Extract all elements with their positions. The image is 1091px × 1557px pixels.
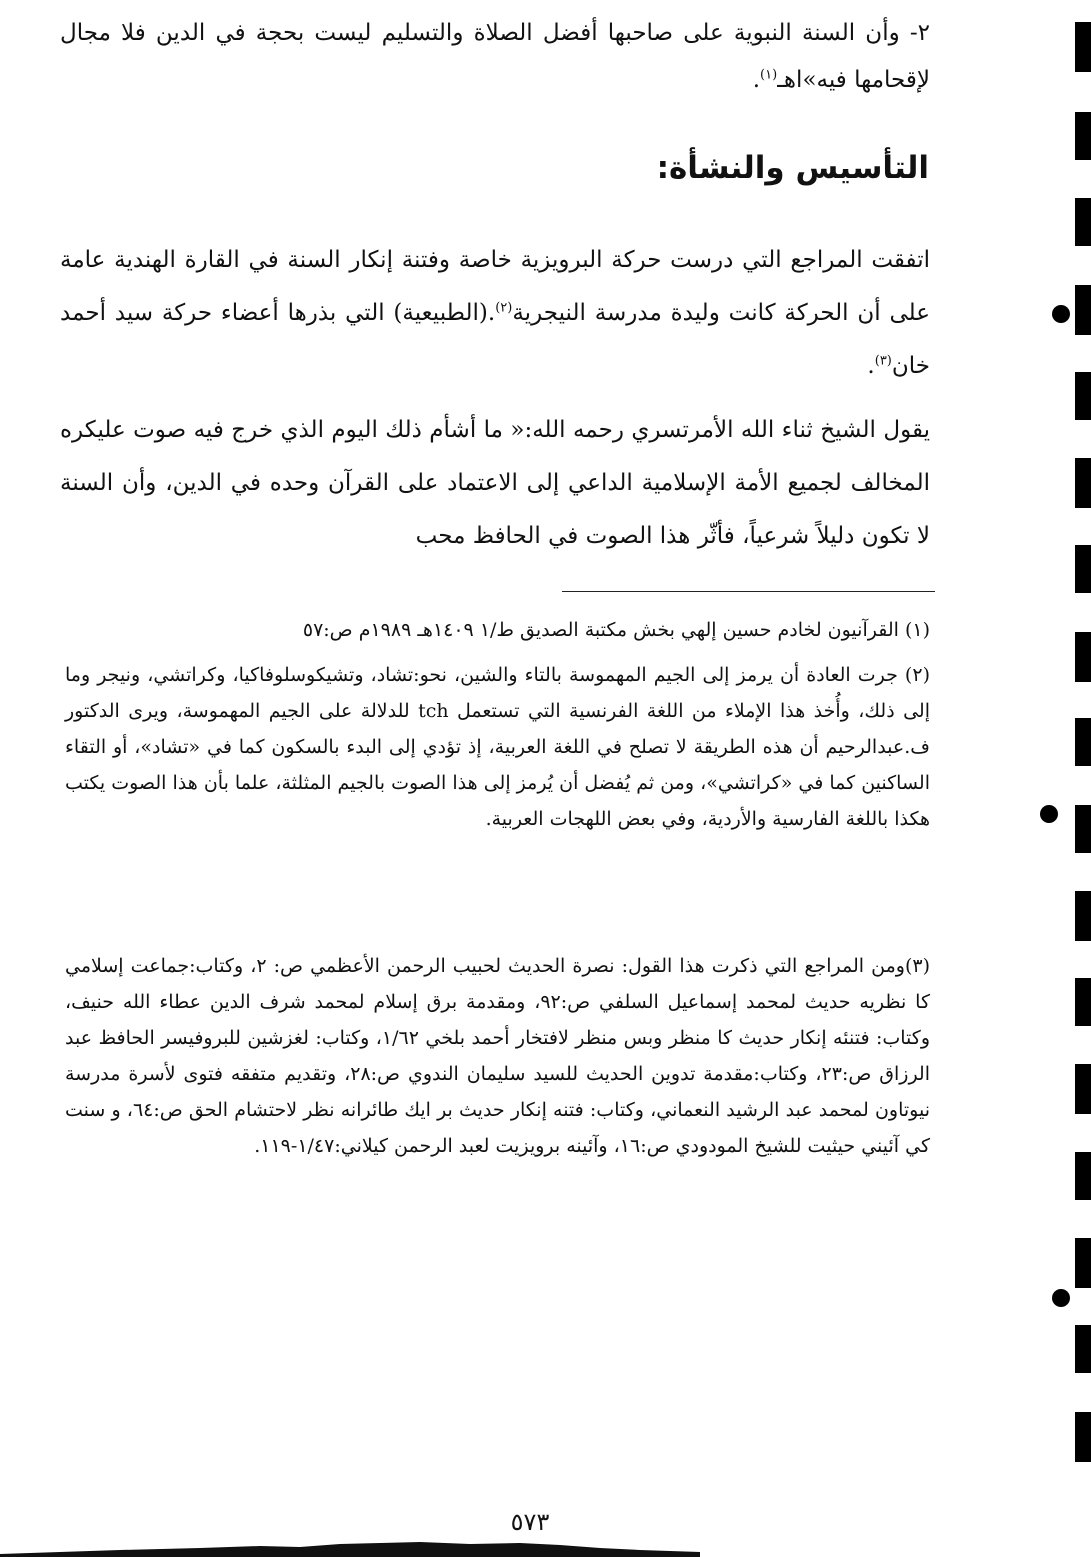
binding-mark	[1075, 1238, 1091, 1288]
binding-mark	[1075, 285, 1091, 335]
footnote-ref-2: (٢)	[495, 300, 513, 316]
footnote-number: (٣)	[904, 955, 930, 977]
paragraph-founding-text-a: اتفقت المراجع التي درست حركة البرويزية خاصة وفتنة إنكار السنة في القارة الهندية عامة على أن الحركة كانت وليدة مدرسة النيجرية	[60, 247, 930, 326]
binding-mark	[1075, 458, 1091, 508]
intro-text: ٢- وأن السنة النبوية على صاحبها أفضل الصلاة والتسليم ليست بحجة في الدين فلا مجال لإقحامها فيه»اهـ	[60, 20, 930, 93]
paragraph-founding	[60, 234, 930, 393]
binding-mark	[1075, 1325, 1091, 1373]
intro-end: .	[752, 67, 761, 93]
section-heading: التأسيس والنشأة:	[656, 150, 929, 186]
paragraph-quote: يقول الشيخ ثناء الله الأمرتسري رحمه الله:« ما أشأم ذلك اليوم الذي خرج فيه صوت عليكره المخالف لجميع الأمة الإسلامية الداعي إلى الاعتماد على القرآن وحده في الدين، وأن السنة لا تكون دليلاً شرعياً، فأثّر هذا الصوت في الحافظ محب	[60, 417, 930, 549]
footnote-1	[65, 612, 930, 648]
footnote-3	[65, 948, 930, 1164]
binding-mark	[1075, 198, 1091, 246]
binding-mark	[1075, 632, 1091, 682]
footnote-text: القرآنيون لخادم حسين إلهي بخش مكتبة الصديق ط/١ ١٤٠٩هـ ١٩٨٩م ص:٥٧	[302, 619, 899, 641]
footnote-text: جرت العادة أن يرمز إلى الجيم المهموسة بالتاء والشين، نحو:تشاد، وتشيكوسلوفاكيا، وكراتشي، ونيجر وما إلى ذلك، وأُخذ هذا الإملاء من اللغة الفرنسية التي تستعمل tch للدلالة على الجيم المهموسة، ويرى الدكتور ف.عبدالرحيم أن هذه الطريقة لا تصلح في اللغة العربية، إذ تؤدي إلى البدء بالسكون كما في «تشاد»، أو التقاء الساكنين كما في «كراتشي»، ومن ثم يُفضل أن يُرمز إلى هذا الصوت بالجيم المثلثة، علما بأن هذا الصوت يكتب هكذا باللغة الفارسية والأردية، وفي بعض اللهجات العربية.	[65, 664, 930, 830]
binding-mark	[1075, 372, 1091, 420]
punch-hole	[1052, 305, 1070, 323]
binding-mark	[1075, 718, 1091, 766]
footnote-2	[65, 657, 930, 837]
footnote-number: (١)	[904, 619, 930, 641]
binding-mark	[1075, 1064, 1091, 1114]
paragraph-founding-text-b: .(الطبيعية) التي بذرها أعضاء حركة سيد أحمد خان	[60, 300, 930, 379]
footnote-separator	[562, 591, 935, 592]
binding-mark	[1075, 112, 1091, 160]
punch-hole	[1052, 1289, 1070, 1307]
footnote-ref-3: (٣)	[874, 353, 892, 369]
footnote-number: (٢)	[904, 664, 930, 686]
binding-mark	[1075, 1152, 1091, 1200]
paragraph-founding-end: .	[867, 353, 875, 379]
footnote-text: ومن المراجع التي ذكرت هذا القول: نصرة الحديث لحبيب الرحمن الأعظمي ص: ٢، وكتاب:جماعت إسلامي كا نظريه حديث لمحمد إسماعيل السلفي ص:٩٢، ومقدمة برق إسلام لمحمد شرف الدين عطاء الله حنيف، وكتاب: فتنئه إنكار حديث كا منظر وبس منظر لافتخار أحمد بلخي ١/٦٢، وكتاب: لغزشين للبروفيسر الحافظ عبد الرزاق ص:٢٣، وكتاب:مقدمة تدوين الحديث للسيد سليمان الندوي ص:٢٨، وتقديم متفقه فتوى لأسرة مدرسة نيوتاون لمحمد عبد الرشيد النعماني، وكتاب: فتنه إنكار حديث بر ايك طائرانه نظر لاحتشام الحق ص:٦٤، و سنت كي آئيني حيثيت للشيخ المودودي ص:١٦، وآئينه برويزيت لعبد الرحمن كيلاني:١/٤٧-١١٩.	[65, 955, 930, 1157]
binding-mark	[1075, 545, 1091, 593]
binding-mark	[1075, 1412, 1091, 1462]
binding-mark	[1075, 891, 1091, 941]
intro-paragraph	[60, 10, 930, 104]
page-number: ٥٧٣	[510, 1508, 550, 1536]
scan-edge-artifact	[0, 1532, 700, 1557]
binding-mark	[1075, 978, 1091, 1026]
binding-mark	[1075, 22, 1091, 72]
intro-footnote-ref: (١)	[760, 67, 778, 83]
punch-hole	[1040, 805, 1058, 823]
binding-mark	[1075, 805, 1091, 853]
